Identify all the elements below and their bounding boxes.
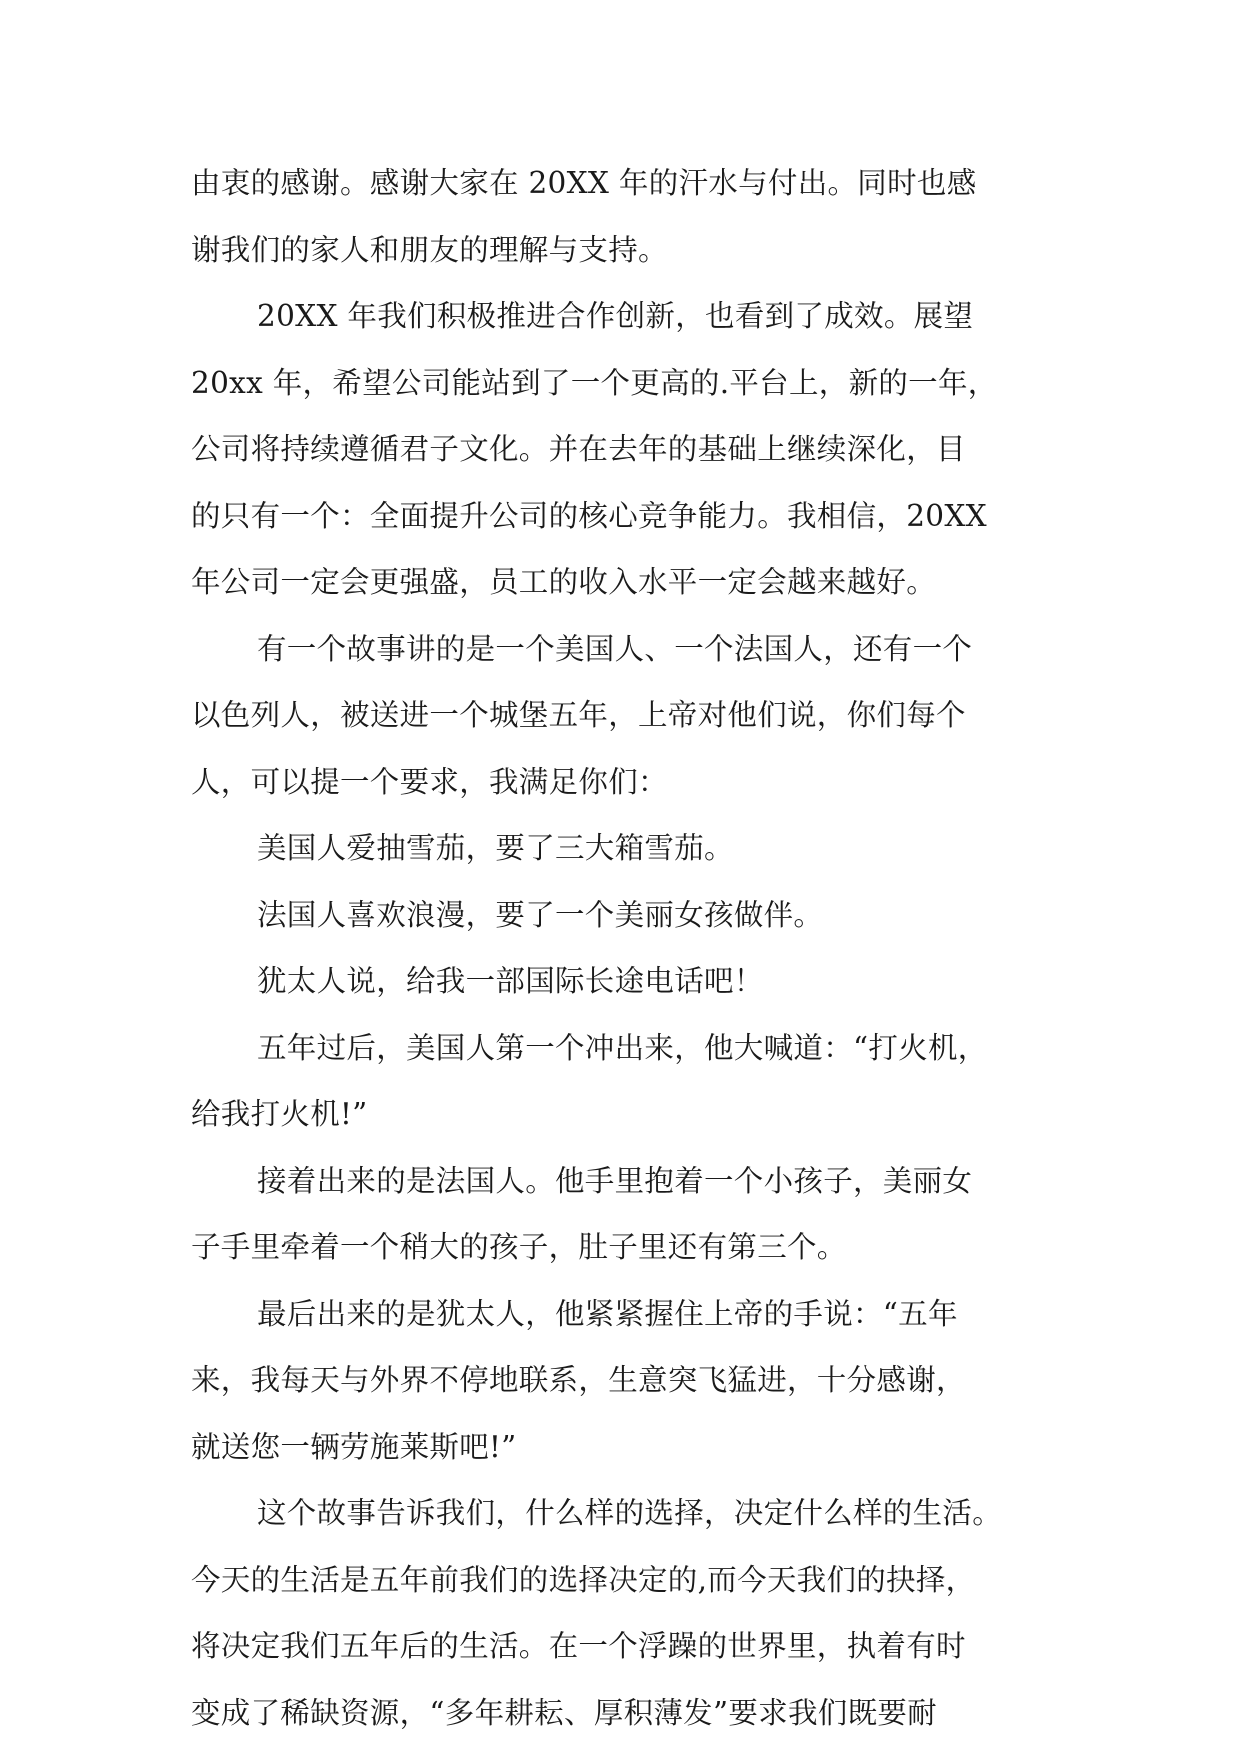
paragraph [191, 1148, 1051, 1281]
text-line: 子手里牵着一个稍大的孩子，肚子里还有第三个。 [191, 1230, 847, 1264]
text-line: 这个故事告诉我们，什么样的选择，决定什么样的生活。 [257, 1496, 1003, 1530]
document-page [191, 150, 1051, 1746]
paragraph [191, 283, 1051, 616]
text-line: 五年过后，美国人第一个冲出来，他大喊道：“打火机， [257, 1030, 988, 1065]
text-line: 今天的生活是五年前我们的选择决定的,而今天我们的抉择， [191, 1562, 976, 1597]
text-line: 谢我们的家人和朋友的理解与支持。 [191, 232, 668, 267]
paragraph [191, 1015, 1051, 1148]
paragraph [191, 150, 1051, 283]
text-line: 接着出来的是法国人。他手里抱着一个小孩子，美丽女 [257, 1163, 973, 1198]
paragraph [191, 1281, 1051, 1481]
paragraph [191, 948, 1051, 1015]
text-line: 以色列人，被送进一个城堡五年，上帝对他们说，你们每个 [191, 698, 966, 732]
text-line: 20XX 年我们积极推进合作创新，也看到了成效。展望 [257, 299, 974, 333]
text-line: 将决定我们五年后的生活。在一个浮躁的世界里，执着有时 [191, 1629, 966, 1663]
text-line: 来，我每天与外界不停地联系，生意突飞猛进，十分感谢， [191, 1363, 966, 1397]
text-line: 犹太人说，给我一部国际长途电话吧！ [257, 964, 764, 998]
text-line: 人，可以提一个要求，我满足你们： [191, 764, 668, 799]
text-line: 有一个故事讲的是一个美国人、一个法国人，还有一个 [257, 631, 973, 666]
paragraph [191, 815, 1051, 882]
text-line: 给我打火机!” [191, 1097, 368, 1131]
paragraph [191, 616, 1051, 816]
text-line: 美国人爱抽雪茄，要了三大箱雪茄。 [257, 831, 734, 865]
text-line: 变成了稀缺资源，“多年耕耘、厚积薄发”要求我们既要耐 [191, 1695, 937, 1730]
text-line: 20xx 年，希望公司能站到了一个更高的.平台上，新的一年， [191, 365, 998, 400]
text-line: 年公司一定会更强盛，员工的收入水平一定会越来越好。 [191, 565, 937, 599]
text-line: 法国人喜欢浪漫，要了一个美丽女孩做伴。 [257, 897, 824, 932]
text-line: 的只有一个：全面提升公司的核心竞争能力。我相信，20XX [191, 498, 987, 533]
text-line: 最后出来的是犹太人，他紧紧握住上帝的手说：“五年 [257, 1296, 958, 1331]
paragraph [191, 1480, 1051, 1746]
text-line: 由衷的感谢。感谢大家在 20XX 年的汗水与付出。同时也感 [191, 166, 977, 200]
paragraph [191, 882, 1051, 949]
text-line: 就送您一辆劳施莱斯吧!” [191, 1429, 517, 1464]
text-line: 公司将持续遵循君子文化。并在去年的基础上继续深化，目 [191, 432, 966, 466]
